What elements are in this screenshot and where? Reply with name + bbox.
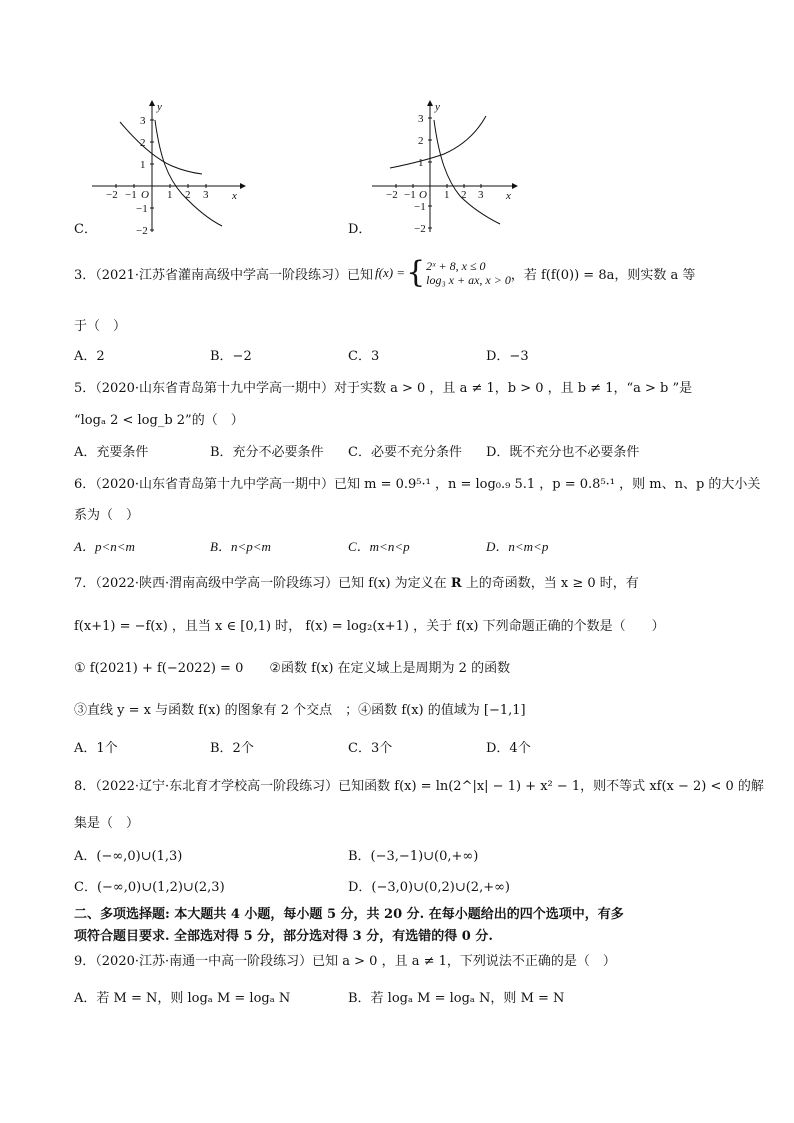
graph-c [92, 98, 252, 238]
question-6-line-2: 系为（ ） [74, 508, 140, 523]
question-9-option-b[interactable]: B．若 logₐ M = logₐ N，则 M = N [348, 991, 565, 1006]
graph-c-tick-x: 2 [185, 189, 191, 201]
graph-c-tick-x: −1 [125, 189, 137, 201]
graph-d-tick-y: −2 [414, 223, 426, 235]
question-6-option-a[interactable]: A．p<n<m [74, 539, 135, 554]
graph-d-tick-x: −1 [404, 189, 416, 201]
brace: { [406, 255, 426, 290]
question-3-option-c[interactable]: C．3 [348, 349, 380, 364]
graph-c-curve-1 [120, 122, 202, 174]
section-2-heading-line-1: 二、多项选择题: 本大题共 4 小题，每小题 5 分，共 20 分. 在每小题给出的四个选项中，有多 [74, 907, 624, 922]
question-5-line-1: 5．（2020·山东省青岛第十九中学高一期中）对于实数 a > 0 ，且 a ≠ 1，b > 0 ，且 b ≠ 1，“a > b ”是 [74, 381, 693, 396]
question-6-option-c[interactable]: C．m<n<p [348, 539, 410, 554]
option-c-label: C． [74, 222, 97, 237]
option-d-label: D． [348, 222, 372, 237]
question-7-line-1-pre: 7．（2022·陕西·渭南高级中学高一阶段练习）已知 f(x) 为定义在 [74, 576, 451, 591]
graph-c-tick-y: −1 [136, 203, 148, 215]
question-3-function: f(x) = [375, 265, 406, 280]
question-3-line-1 [74, 255, 696, 290]
question-5-option-c[interactable]: C．必要不充分条件 [348, 445, 462, 460]
graph-d-tick-y: −1 [414, 201, 426, 213]
question-8-option-c[interactable]: C．(−∞,0)∪(1,2)∪(2,3) [74, 880, 225, 895]
graph-d-origin: O [419, 189, 427, 201]
graph-c-tick-x: −2 [106, 189, 118, 201]
graph-c-curve-2 [155, 120, 222, 226]
graph-d [372, 98, 532, 238]
graph-c-tick-x: 1 [167, 189, 173, 201]
graph-d-tick-y: 1 [418, 157, 424, 169]
piece-2: log₃ x + ax, x > 0 [426, 273, 511, 287]
question-3-option-a[interactable]: A．2 [74, 349, 105, 364]
question-7-option-b[interactable]: B．2个 [210, 741, 254, 756]
question-7-option-d[interactable]: D．4个 [486, 741, 531, 756]
question-9-line-1: 9．（2020·江苏·南通一中高一阶段练习）已知 a > 0 ，且 a ≠ 1，下列说法不正确的是（ ） [74, 954, 616, 969]
question-7-line-2: f(x+1) = −f(x) ，且当 x ∈ [0,1) 时， f(x) = log₂(x+1) ，关于 f(x) 下列命题正确的个数是（ ） [74, 619, 665, 634]
graph-d-tick-x: −2 [386, 189, 398, 201]
graph-d-tick-y: 2 [418, 135, 424, 147]
graph-c-tick-x: 3 [203, 189, 209, 201]
graph-c-tick-y: 1 [140, 159, 146, 171]
question-7-option-c[interactable]: C．3个 [348, 741, 393, 756]
question-5-option-d[interactable]: D．既不充分也不必要条件 [486, 445, 640, 460]
question-3-suffix: ，若 f(f(0)) = 8a，则实数 a 等 [510, 267, 696, 283]
graph-d-y-label: y [435, 101, 440, 113]
question-6-option-b[interactable]: B．n<p<m [210, 539, 271, 554]
question-7-real-set: R [450, 576, 462, 591]
question-7-statement-3-4: ③直线 y = x 与函数 f(x) 的图象有 2 个交点 ；④函数 f(x) 的值域为 [−1,1] [74, 703, 526, 718]
graph-c-x-label: x [232, 190, 237, 202]
question-3-option-d[interactable]: D．−3 [486, 349, 529, 364]
question-8-line-2: 集是（ ） [74, 816, 140, 831]
question-5-line-2: “logₐ 2 < log_b 2”的（ ） [74, 413, 244, 428]
graph-c-tick-y: 2 [140, 137, 146, 149]
graph-c-origin: O [141, 189, 149, 201]
question-8-option-d[interactable]: D．(−3,0)∪(0,2)∪(2,+∞) [348, 880, 511, 895]
question-3-option-b[interactable]: B．−2 [210, 349, 252, 364]
question-7-line-1 [74, 572, 639, 591]
graph-d-tick-x: 3 [478, 189, 484, 201]
question-5-option-b[interactable]: B．充分不必要条件 [210, 445, 324, 460]
question-3-line-2: 于（ ） [74, 319, 127, 334]
graph-d-tick-x: 2 [461, 189, 467, 201]
graph-c-tick-y: −2 [136, 225, 148, 237]
question-6-line-1: 6．（2020·山东省青岛第十九中学高一期中）已知 m = 0.9⁵·¹ ，n = log₀.₉ 5.1 ，p = 0.8⁵·¹ ，则 m、n、p 的大小关 [74, 477, 761, 492]
section-2-heading-line-2: 项符合题目要求. 全部选对得 5 分，部分选对得 3 分，有选错的得 0 分. [74, 929, 493, 944]
piecewise [426, 259, 511, 287]
graph-d-curve-2 [434, 120, 500, 224]
graph-d-tick-y: 3 [418, 113, 424, 125]
question-8-option-b[interactable]: B．(−3,−1)∪(0,+∞) [348, 849, 479, 864]
question-8-line-1: 8．（2022·辽宁·东北育才学校高一阶段练习）已知函数 f(x) = ln(2^|x| − 1) + x² − 1，则不等式 xf(x − 2) < 0 的解 [74, 779, 764, 794]
question-5-option-a[interactable]: A．充要条件 [74, 445, 149, 460]
question-8-option-a[interactable]: A．(−∞,0)∪(1,3) [74, 849, 183, 864]
question-9-option-a[interactable]: A．若 M = N，则 logₐ M = logₐ N [74, 991, 291, 1006]
graph-d-tick-x: 1 [444, 189, 450, 201]
question-6-option-d[interactable]: D．n<m<p [486, 539, 549, 554]
question-3-prefix: 3．（2021·江苏省灌南高级中学高一阶段练习）已知 [74, 267, 373, 283]
graph-d-x-label: x [506, 190, 511, 202]
graph-c-tick-y: 3 [140, 115, 146, 127]
graph-c-y-label: y [157, 101, 162, 113]
question-7-statement-1-2: ① f(2021) + f(−2022) = 0 ②函数 f(x) 在定义域上是周期为 2 的函数 [74, 661, 511, 676]
question-7-line-1-post: 上的奇函数，当 x ≥ 0 时，有 [461, 576, 639, 591]
question-7-option-a[interactable]: A．1个 [74, 741, 118, 756]
piece-1: 2ˣ + 8, x ≤ 0 [426, 259, 486, 273]
